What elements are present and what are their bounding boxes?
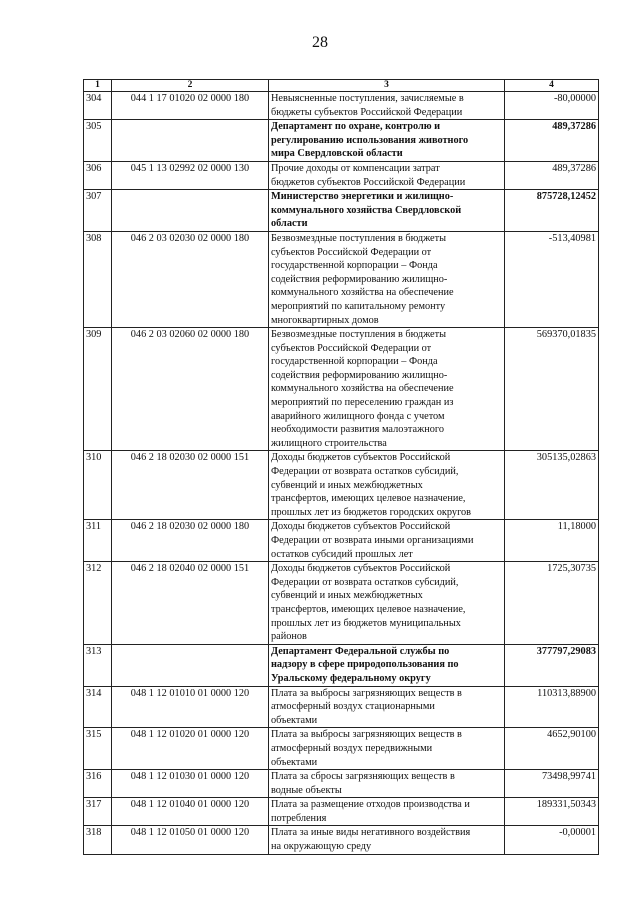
description-line: Прочие доходы от компенсации затрат — [271, 162, 440, 174]
budget-code: 046 2 18 02030 02 0000 151 — [112, 451, 269, 520]
row-number: 304 — [84, 92, 112, 120]
table-row — [84, 562, 599, 645]
description-line: атмосферный воздух стационарными — [271, 701, 435, 713]
revenue-description — [269, 231, 505, 327]
amount-value: -513,40981 — [505, 231, 599, 327]
description-line: Доходы бюджетов субъектов Российской — [271, 452, 451, 464]
description-line: Уральскому федеральному округу — [271, 672, 431, 684]
description-line: субвенций и иных межбюджетных — [271, 479, 423, 491]
description-line: государственной корпорации – Фонда — [271, 260, 438, 272]
budget-code: 048 1 12 01010 01 0000 120 — [112, 686, 269, 728]
description-line: прошлых лет из бюджетов городских округов — [271, 506, 472, 518]
table-row — [84, 190, 599, 232]
description-line: Безвозмездные поступления в бюджеты — [271, 232, 447, 244]
revenue-description — [269, 92, 505, 120]
row-number: 311 — [84, 520, 112, 562]
revenue-description — [269, 770, 505, 798]
description-line: объектами — [271, 714, 318, 726]
amount-value: 11,18000 — [505, 520, 599, 562]
description-line: субъектов Российской Федерации от — [271, 246, 432, 258]
description-line: субъектов Российской Федерации от — [271, 342, 432, 354]
table-row — [84, 451, 599, 520]
amount-value: -0,00001 — [505, 826, 599, 854]
amount-value: 305135,02863 — [505, 451, 599, 520]
amount-value: 4652,90100 — [505, 728, 599, 770]
budget-code — [112, 120, 269, 162]
table-row — [84, 826, 599, 854]
table-row — [84, 686, 599, 728]
amount-value: 189331,50343 — [505, 798, 599, 826]
revenue-description — [269, 798, 505, 826]
budget-code: 048 1 12 01050 01 0000 120 — [112, 826, 269, 854]
description-line: Безвозмездные поступления в бюджеты — [271, 329, 447, 341]
row-number: 308 — [84, 231, 112, 327]
description-line: мира Свердловской области — [271, 148, 403, 160]
table-row — [84, 728, 599, 770]
revenue-description — [269, 686, 505, 728]
amount-value: 1725,30735 — [505, 562, 599, 645]
description-line: Доходы бюджетов субъектов Российской — [271, 521, 451, 533]
description-line: Доходы бюджетов субъектов Российской — [271, 563, 451, 575]
amount-value: 489,37286 — [505, 161, 599, 189]
description-line: мероприятий по переселению граждан из — [271, 397, 454, 409]
revenue-description — [269, 562, 505, 645]
budget-code: 046 2 18 02030 02 0000 180 — [112, 520, 269, 562]
budget-code: 046 2 18 02040 02 0000 151 — [112, 562, 269, 645]
table-row — [84, 328, 599, 451]
row-number: 314 — [84, 686, 112, 728]
amount-value: 489,37286 — [505, 120, 599, 162]
revenue-table — [83, 79, 599, 855]
amount-value: 73498,99741 — [505, 770, 599, 798]
description-line: аварийного жилищного фонда с учетом — [271, 410, 445, 422]
description-line: Департамент по охране, контролю и — [271, 121, 441, 133]
revenue-description — [269, 451, 505, 520]
description-line: необходимости развития малоэтажного — [271, 424, 445, 436]
description-line: Плата за иные виды негативного воздействия — [271, 827, 471, 839]
revenue-description — [269, 644, 505, 686]
budget-code: 045 1 13 02992 02 0000 130 — [112, 161, 269, 189]
table-row — [84, 644, 599, 686]
budget-code: 048 1 12 01040 01 0000 120 — [112, 798, 269, 826]
column-header-2: 2 — [112, 80, 269, 92]
description-line: Плата за сбросы загрязняющих веществ в — [271, 771, 455, 783]
description-line: Федерации от возврата иными организациями — [271, 535, 474, 546]
row-number: 307 — [84, 190, 112, 232]
description-line: субвенций и иных межбюджетных — [271, 590, 423, 602]
revenue-description — [269, 190, 505, 232]
table-row — [84, 92, 599, 120]
table-row — [84, 161, 599, 189]
description-line: объектами — [271, 756, 318, 768]
table-row — [84, 770, 599, 798]
description-line: остатков субсидий прошлых лет — [271, 548, 413, 560]
description-line: бюджеты субъектов Российской Федерации — [271, 106, 463, 118]
row-number: 316 — [84, 770, 112, 798]
description-line: мероприятий по капитальному ремонту — [271, 300, 446, 312]
column-header-4: 4 — [505, 80, 599, 92]
row-number: 310 — [84, 451, 112, 520]
description-line: многоквартирных домов — [271, 314, 379, 326]
description-line: Департамент Федеральной службы по — [271, 645, 450, 657]
revenue-description — [269, 520, 505, 562]
amount-value: 377797,29083 — [505, 644, 599, 686]
description-line: водные объекты — [271, 784, 342, 796]
description-line: Невыясненные поступления, зачисляемые в — [271, 93, 464, 104]
budget-code: 046 2 03 02030 02 0000 180 — [112, 231, 269, 327]
budget-code: 048 1 12 01020 01 0000 120 — [112, 728, 269, 770]
budget-code — [112, 644, 269, 686]
description-line: Федерации от возврата остатков субсидий, — [271, 466, 459, 478]
row-number: 317 — [84, 798, 112, 826]
revenue-description — [269, 161, 505, 189]
description-line: коммунального хозяйства Свердловской — [271, 204, 462, 216]
description-line: Плата за выбросы загрязняющих веществ в — [271, 729, 462, 741]
description-line: коммунального хозяйства на обеспечение — [271, 383, 454, 395]
budget-code: 048 1 12 01030 01 0000 120 — [112, 770, 269, 798]
page-number: 28 — [312, 34, 328, 51]
row-number: 313 — [84, 644, 112, 686]
budget-code: 046 2 03 02060 02 0000 180 — [112, 328, 269, 451]
revenue-description — [269, 120, 505, 162]
description-line: Министерство энергетики и жилищно- — [271, 191, 454, 203]
column-header-3: 3 — [269, 80, 505, 92]
amount-value: 875728,12452 — [505, 190, 599, 232]
row-number: 315 — [84, 728, 112, 770]
description-line: регулированию использования животного — [271, 134, 469, 146]
description-line: области — [271, 218, 308, 230]
revenue-description — [269, 728, 505, 770]
description-line: трансфертов, имеющих целевое назначение, — [271, 603, 466, 615]
amount-value: 569370,01835 — [505, 328, 599, 451]
row-number: 309 — [84, 328, 112, 451]
table-header-row — [84, 80, 599, 92]
description-line: потребления — [271, 812, 327, 824]
description-line: Плата за выбросы загрязняющих веществ в — [271, 687, 462, 699]
budget-code: 044 1 17 01020 02 0000 180 — [112, 92, 269, 120]
budget-code — [112, 190, 269, 232]
revenue-description — [269, 826, 505, 854]
description-line: Федерации от возврата остатков субсидий, — [271, 576, 459, 588]
description-line: содействия реформированию жилищно- — [271, 273, 448, 285]
description-line: коммунального хозяйства на обеспечение — [271, 287, 454, 299]
description-line: бюджетов субъектов Российской Федерации — [271, 176, 466, 188]
description-line: атмосферный воздух передвижными — [271, 742, 433, 754]
description-line: содействия реформированию жилищно- — [271, 369, 448, 381]
table-row — [84, 231, 599, 327]
row-number: 305 — [84, 120, 112, 162]
table-row — [84, 520, 599, 562]
description-line: Плата за размещение отходов производства и — [271, 799, 470, 811]
amount-value: 110313,88900 — [505, 686, 599, 728]
row-number: 306 — [84, 161, 112, 189]
row-number: 318 — [84, 826, 112, 854]
description-line: трансфертов, имеющих целевое назначение, — [271, 493, 466, 505]
description-line: районов — [271, 631, 307, 643]
revenue-description — [269, 328, 505, 451]
table-row — [84, 120, 599, 162]
description-line: жилищного строительства — [271, 437, 387, 449]
column-header-1: 1 — [84, 80, 112, 92]
table-row — [84, 798, 599, 826]
amount-value: -80,00000 — [505, 92, 599, 120]
description-line: прошлых лет из бюджетов муниципальных — [271, 617, 461, 629]
description-line: государственной корпорации – Фонда — [271, 356, 438, 368]
row-number: 312 — [84, 562, 112, 645]
description-line: надзору в сфере природопользования по — [271, 659, 459, 671]
description-line: на окружающую среду — [271, 841, 372, 853]
